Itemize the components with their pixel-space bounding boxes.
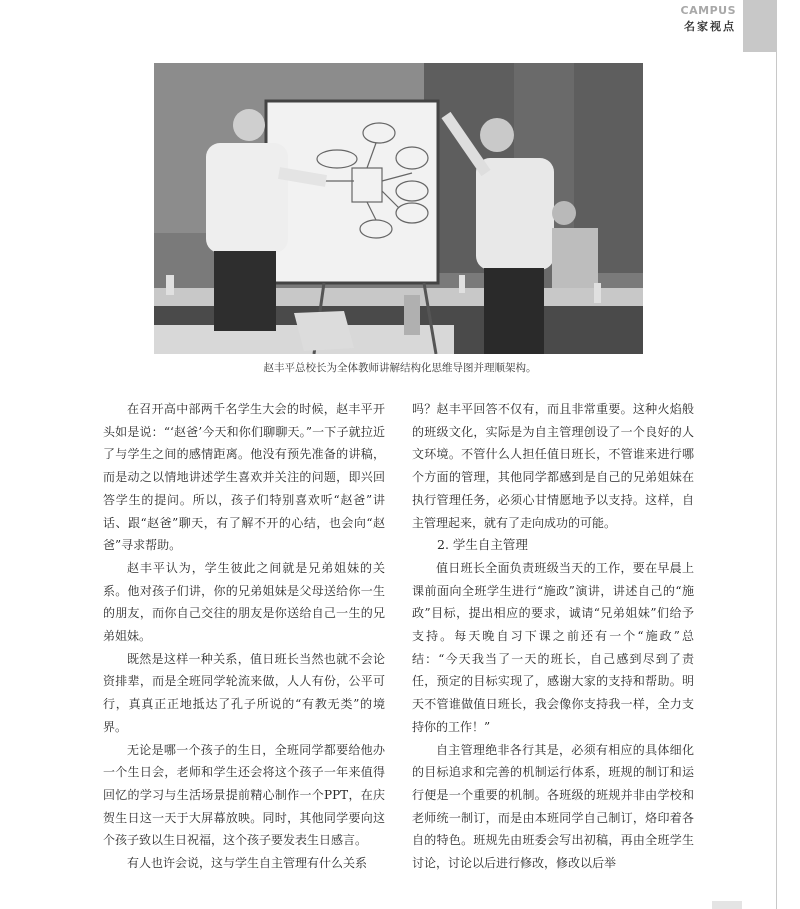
- page-edge-rule: [776, 52, 777, 909]
- paragraph: 有人也许会说，这与学生自主管理有什么关系: [127, 856, 368, 871]
- section-heading: 2. 学生自主管理: [437, 537, 528, 553]
- photo-illustration: [154, 63, 643, 354]
- article-photo: [154, 63, 643, 354]
- page-corner-mark: [712, 901, 742, 909]
- paragraph: 在召开高中部两千名学生大会的时候，赵丰平开头如是说：“‘赵爸’今天和你们聊聊天。”一下子就拉近了与学生之间的感情距离。他没有预先准备的讲稿，而是动之以情地讲述学生喜欢并关注的问题，即兴回答学生的提问。所以，孩子们特别喜欢听“赵爸”讲话、跟“赵爸”聊天，有了解不开的心结，也会向“赵爸”寻求帮助。: [103, 402, 385, 553]
- paragraph: 自主管理绝非各行其是，必须有相应的具体细化的目标追求和完善的机制运行体系，班规的制订和运行便是一个重要的机制。各班级的班规并非由学校和老师统一制订，而是由本班同学自己制订，烙印着各自的特色。班规先由班委会写出初稿，再由全班学生讨论，讨论以后进行修改，修改以后举: [412, 742, 694, 871]
- article-column-right: [412, 398, 694, 875]
- paragraph: 值日班长全面负责班级当天的工作，要在早晨上课前面向全班学生进行“施政”演讲，讲述自己的“施政”目标，提出相应的要求，诚请“兄弟姐妹”们给予支持。每天晚自习下课之前还有一个“施政”总结：“今天我当了一天的班长，自己感到尽到了责任，预定的目标实现了，感谢大家的支持和帮助。明天不管谁做值日班长，我会像你支持我一样，全力支持你的工作！”: [412, 560, 694, 734]
- campus-label: CAMPUS: [680, 4, 736, 17]
- article-column-left: [103, 398, 385, 875]
- section-tab-marker: [743, 0, 777, 52]
- paragraph: 既然是这样一种关系，值日班长当然也就不会论资排辈，而是全班同学轮流来做，人人有份，公平可行，真真正正地抵达了孔子所说的“有教无类”的境界。: [103, 651, 385, 734]
- paragraph-continued: 吗？赵丰平回答不仅有，而且非常重要。这种火焰般的班级文化，实际是为自主管理创设了一个良好的人文环境。不管什么人担任值日班长，不管谁来进行哪个方面的管理，其他同学都感到是自己的兄弟姐妹在执行管理任务，必须心甘情愿地予以支持。这样，自主管理起来，就有了走向成功的可能。: [412, 402, 694, 530]
- photo-caption: 赵丰平总校长为全体教师讲解结构化思维导图并理顺架构。: [263, 362, 537, 374]
- paragraph: 赵丰平认为，学生彼此之间就是兄弟姐妹的关系。他对孩子们讲，你的兄弟姐妹是父母送给你一生的朋友，而你自己交往的朋友是你送给自己一生的兄弟姐妹。: [103, 560, 385, 644]
- paragraph: 无论是哪一个孩子的生日，全班同学都要给他办一个生日会，老师和学生还会将这个孩子一年来值得回忆的学习与生活场景提前精心制作一个PPT，在庆贺生日这一天于大屏幕放映。同时，其他同学要向这个孩子致以生日祝福，这个孩子要发表生日感言。: [103, 742, 385, 848]
- section-title: 名家视点: [684, 20, 736, 33]
